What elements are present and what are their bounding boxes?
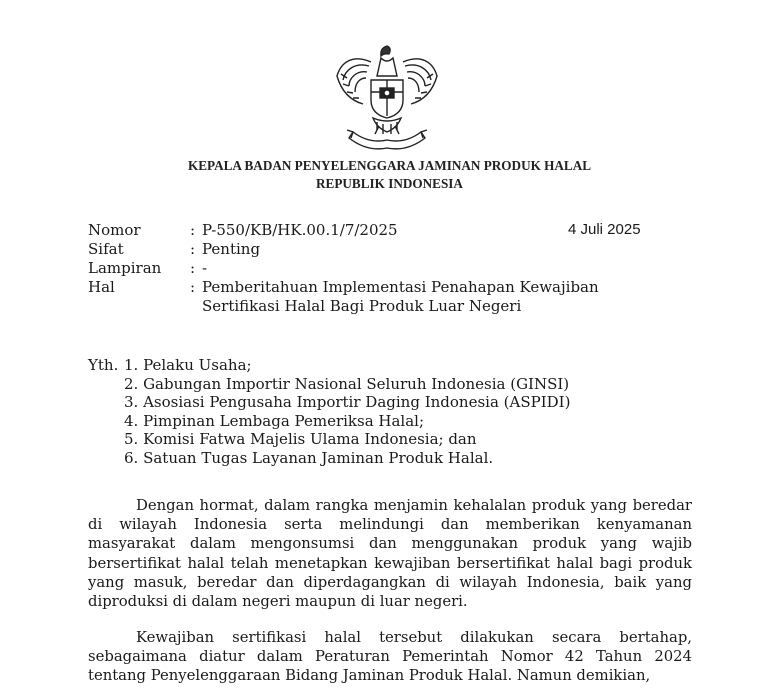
letter-date: 4 Juli 2025	[568, 221, 641, 238]
body-paragraph-1: Dengan hormat, dalam rangka menjamin kehalalan produk yang beredar di wilayah Indonesia serta melindungi dan memberikan kenyamanan masyarakat dalam mengonsumsi dan menggunakan produk yang wajib bersertifikat halal telah menetapkan kewajiban bersertifikat halal bagi produk yang masuk, beredar dan diperdagangkan di wilayah Indonesia, baik yang diproduksi di dalam negeri maupun di luar negeri.	[88, 497, 692, 611]
colon: :	[190, 259, 196, 277]
colon: :	[190, 221, 196, 239]
letterhead-title: KEPALA BADAN PENYELENGGARA JAMINAN PRODUK HALAL	[187, 158, 592, 173]
colon: :	[190, 240, 196, 258]
recipient-item: 1. Pelaku Usaha;	[124, 356, 252, 374]
sifat-label: Sifat	[88, 240, 124, 258]
nomor-value: P-550/KB/HK.00.1/7/2025	[202, 221, 398, 239]
garuda-emblem-icon	[333, 40, 441, 150]
recipient-item: 5. Komisi Fatwa Majelis Ulama Indonesia; dan	[124, 430, 477, 449]
sifat-value: Penting	[202, 240, 261, 258]
recipient-item: 2. Gabungan Importir Nasional Seluruh Indonesia (GINSI)	[124, 374, 570, 393]
hal-value-line1: Pemberitahuan Implementasi Penahapan Kewajiban	[202, 278, 599, 296]
body-paragraph-2: Kewajiban sertifikasi halal tersebut dilakukan secara bertahap, sebagaimana diatur dalam Peraturan Pemerintah Nomor 42 Tahun 2024 tentang Penyelenggaraan Bidang Jaminan Produk Halal. Namun demikian,	[88, 629, 692, 685]
hal-value-line2: Sertifikasi Halal Bagi Produk Luar Negeri	[202, 297, 522, 315]
lampiran-label: Lampiran	[88, 259, 162, 277]
lampiran-value: -	[202, 259, 208, 277]
recipients-prefix: Yth.	[88, 356, 119, 374]
recipient-item: 4. Pimpinan Lembaga Pemeriksa Halal;	[124, 411, 425, 430]
recipient-item: 6. Satuan Tugas Layanan Jaminan Produk Halal.	[124, 449, 494, 467]
nomor-label: Nomor	[88, 221, 141, 239]
hal-label: Hal	[88, 278, 115, 296]
colon: :	[190, 278, 196, 296]
letterhead-subtitle: REPUBLIK INDONESIA	[316, 176, 463, 191]
recipient-item: 3. Asosiasi Pengusaha Importir Daging Indonesia (ASPIDI)	[124, 393, 571, 412]
